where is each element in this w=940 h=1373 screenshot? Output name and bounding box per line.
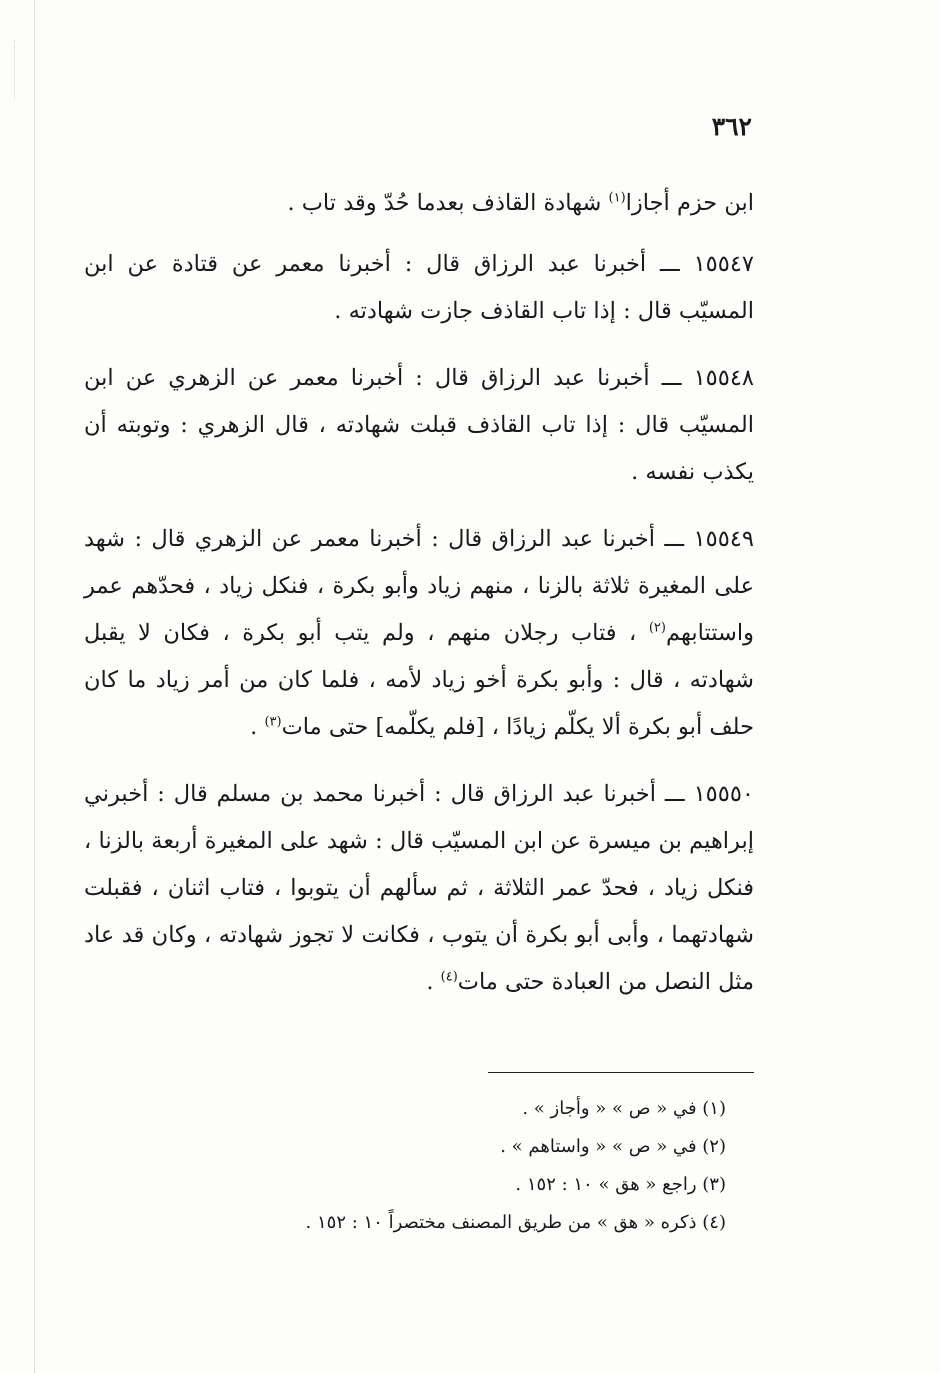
footnote-ref: (٣) (264, 714, 282, 730)
hadith-text: أخبرنا عبد الرزاق قال : أخبرنا معمر عن الزهري قال : شهد على المغيرة ثلاثة بالزنا ، منهم زياد وأبو بكرة ، فنكل زياد ، فحدّهم عمر واستتابهم (84, 526, 754, 646)
paragraph-text: شهادة القاذف بعدما حُدّ وقد تاب . (287, 190, 609, 216)
dash: ـــ (664, 526, 685, 552)
hadith-number: ١٥٥٥٠ (693, 781, 755, 807)
hadith-15548 (84, 355, 754, 496)
footnote-1: (١) في « ص » « وأجاز » . (522, 1098, 726, 1119)
hadith-number: ١٥٥٤٩ (693, 526, 754, 552)
footnote-3: (٣) راجع « هق » ١٠ : ١٥٢ . (515, 1174, 726, 1195)
hadith-text: أخبرنا عبد الرزاق قال : أخبرنا محمد بن مسلم قال : أخبرني إبراهيم بن ميسرة عن ابن المسيّب قال : شهد على المغيرة أربعة بالزنا ، فنكل زياد ، فحدّ عمر الثلاثة ، ثم سألهم أن يتوبوا ، فتاب اثنان ، فقبلت شهادتهما ، وأبى أبو بكرة أن يتوب ، فكانت لا تجوز شهادته ، وكان قد عاد مثل النصل من العبادة حتى مات (84, 781, 754, 995)
hadith-15547 (84, 241, 754, 335)
paragraph-text: ابن حزم أجازا (625, 190, 754, 216)
hadith-15550 (84, 771, 754, 1006)
paragraph-intro (84, 180, 754, 227)
hadith-text: أخبرنا عبد الرزاق قال : أخبرنا معمر عن الزهري عن ابن المسيّب قال : إذا تاب القاذف قبلت شهادته ، قال الزهري : وتوبته أن يكذب نفسه . (84, 365, 754, 485)
hadith-text: أخبرنا عبد الرزاق قال : أخبرنا معمر عن قتادة عن ابن المسيّب قال : إذا تاب القاذف جازت شهادته . (84, 251, 754, 324)
footnote-4: (٤) ذكره « هق » من طريق المصنف مختصراً ١٠ : ١٥٢ . (305, 1212, 726, 1233)
dash: ـــ (661, 365, 682, 391)
page-number: ٣٦٢ (711, 112, 752, 141)
page-gutter-line (34, 0, 35, 1373)
footnote-2: (٢) في « ص » « واستاهم » . (500, 1136, 726, 1157)
footnotes (266, 1090, 726, 1242)
footnote-ref: (٢) (648, 620, 666, 636)
dash: ـــ (664, 781, 685, 807)
main-text (84, 180, 754, 1026)
footnote-ref: (٤) (440, 969, 458, 985)
hadith-text: . (250, 714, 265, 740)
hadith-15549 (84, 516, 754, 751)
hadith-text: ، فتاب رجلان منهم ، ولم يتب أبو بكرة ، فكان لا يقبل شهادته ، قال : وأبو بكرة أخو زياد لأمه ، فلما كان من أمر زياد ما كان حلف أبو بكرة ألا يكلّم زيادًا ، [فلم يكلّمه] حتى مات (84, 620, 754, 740)
footnote-separator (488, 1072, 754, 1073)
footnote-ref: (١) (608, 190, 626, 206)
dash: ـــ (659, 251, 680, 277)
hadith-number: ١٥٥٤٨ (693, 365, 754, 391)
page-gutter-mark (14, 40, 15, 100)
hadith-text: . (426, 969, 441, 995)
hadith-number: ١٥٥٤٧ (693, 251, 754, 277)
